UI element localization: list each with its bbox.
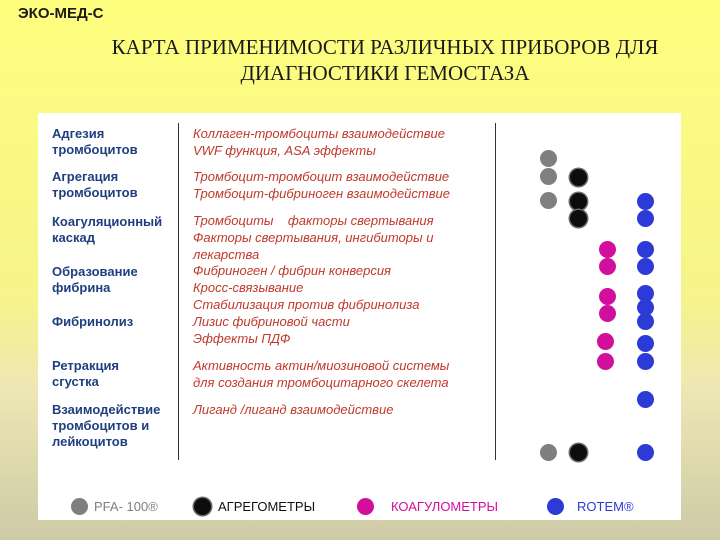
description-line: для создания тромбоцитарного скелета	[193, 374, 449, 390]
rotem-dot	[637, 193, 654, 210]
category-fibrin-formation	[52, 264, 138, 296]
category-line: Образование	[52, 264, 138, 279]
description-line: Коллаген-тромбоциты взаимодействие	[193, 126, 445, 141]
description-block-ligand	[193, 402, 393, 419]
rotem-dot	[637, 241, 654, 258]
description-line: Лизис фибриновой части	[193, 313, 350, 329]
coagulometer-dot	[599, 258, 616, 275]
category-line: каскад	[52, 230, 95, 245]
category-line: тромбоцитов и	[52, 418, 150, 433]
title-line-2: ДИАГНОСТИКИ ГЕМОСТАЗА	[240, 61, 530, 85]
description-line: Факторы свертывания, ингибиторы и	[193, 229, 434, 245]
rotem-dot	[637, 258, 654, 275]
coagulometer-dot	[597, 333, 614, 350]
category-line: Коагуляционный	[52, 214, 163, 229]
description-line: Фибриноген / фибрин конверсия	[193, 263, 391, 279]
description-line: лекарства	[193, 246, 260, 262]
category-line: фибрина	[52, 280, 111, 295]
aggregometer-dot	[570, 444, 587, 461]
rotem-dot	[637, 353, 654, 370]
pfa-dot	[540, 168, 557, 185]
coagulometer-dot	[599, 241, 616, 258]
legend-rotem-label: ROTEM®	[577, 499, 634, 514]
title-line-1: КАРТА ПРИМЕНИМОСТИ РАЗЛИЧНЫХ ПРИБОРОВ ДЛЯ	[111, 35, 659, 59]
description-block-aggregation	[193, 169, 450, 203]
pfa-dot	[540, 150, 557, 167]
pfa-dot	[540, 444, 557, 461]
category-line: Взаимодействие	[52, 402, 161, 417]
rotem-dot	[637, 335, 654, 352]
category-clot-retraction	[52, 358, 119, 390]
category-fibrinolysis	[52, 314, 133, 330]
description-line: Тромбоциты факторы свертывания	[193, 213, 434, 228]
legend-coagulometers-swatch	[357, 498, 374, 515]
coagulometer-dot	[599, 288, 616, 305]
description-block-retraction	[193, 358, 449, 392]
column-divider	[178, 123, 179, 460]
category-adhesion	[52, 126, 138, 158]
category-line: Адгезия	[52, 126, 105, 141]
brand-label: ЭКО-МЕД-С	[18, 5, 104, 22]
aggregometer-dot	[570, 193, 587, 210]
rotem-dot	[637, 391, 654, 408]
category-line: Фибринолиз	[52, 314, 134, 329]
description-line: Кросс-связывание	[193, 280, 304, 296]
category-platelet-leukocyte	[52, 402, 160, 450]
description-line: Тромбоцит-фибриноген взаимодействие	[193, 185, 450, 201]
coagulometer-dot	[597, 353, 614, 370]
legend-pfa-swatch	[71, 498, 88, 515]
legend-coagulometers-label: КОАГУЛОМЕТРЫ	[391, 499, 499, 514]
description-line: Эффекты ПДФ	[193, 330, 291, 346]
coagulometer-dot	[599, 305, 616, 322]
aggregometer-dot	[570, 210, 587, 227]
category-coagulation-cascade	[52, 214, 162, 246]
description-block-adhesion	[193, 126, 445, 160]
rotem-dot	[637, 313, 654, 330]
content-panel	[38, 113, 681, 520]
slide-title	[50, 34, 720, 86]
description-line: Тромбоцит-тромбоцит взаимодействие	[193, 169, 450, 184]
description-line: Стабилизация против фибринолиза	[193, 296, 420, 312]
description-line: Активность актин/миозиновой системы	[193, 358, 450, 373]
legend-pfa-label: PFA- 100®	[94, 499, 158, 514]
description-line: VWF функция, ASA эффекты	[193, 142, 376, 158]
column-divider-2	[495, 123, 496, 460]
category-line: тромбоцитов	[52, 142, 138, 157]
category-line: сгустка	[52, 374, 99, 389]
description-block-coagulation	[193, 213, 434, 347]
aggregometer-dot	[570, 169, 587, 186]
pfa-dot	[540, 192, 557, 209]
legend-aggregometers-swatch	[194, 498, 211, 515]
rotem-dot	[637, 210, 654, 227]
category-line: Агрегация	[52, 169, 119, 184]
legend-rotem-swatch	[547, 498, 564, 515]
category-aggregation	[52, 169, 138, 201]
category-line: Ретракция	[52, 358, 120, 373]
legend-aggregometers-label: АГРЕГОМЕТРЫ	[218, 499, 316, 514]
description-line: Лиганд /лиганд взаимодействие	[193, 402, 394, 417]
category-line: тромбоцитов	[52, 185, 138, 200]
category-line: лейкоцитов	[52, 434, 128, 449]
rotem-dot	[637, 444, 654, 461]
